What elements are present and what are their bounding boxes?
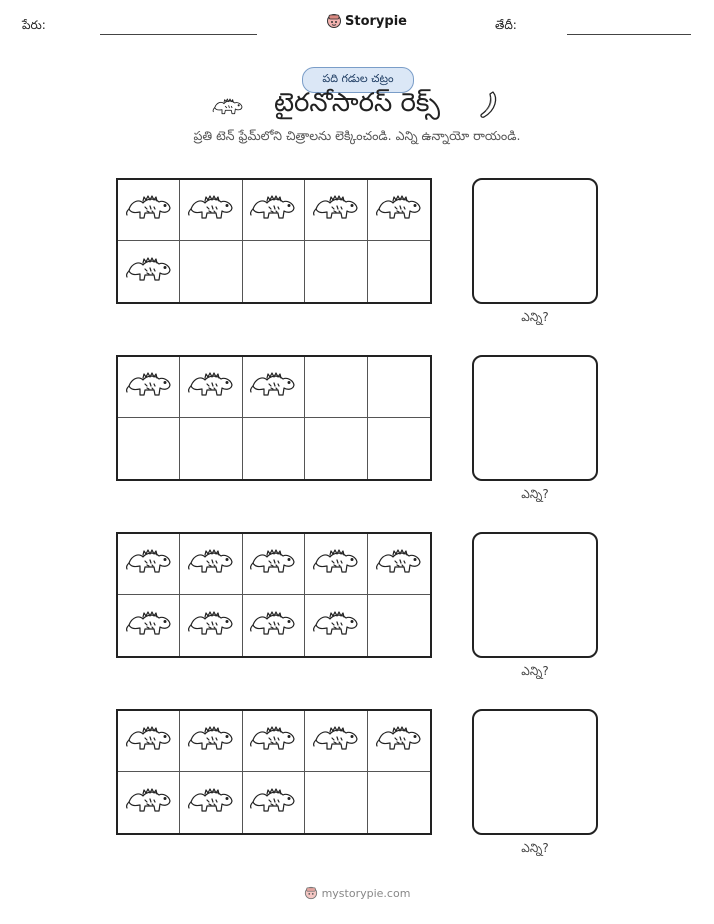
- ten-frame-cell: [180, 595, 242, 656]
- brand-name: Storypie: [345, 13, 407, 29]
- ten-frame-3: [116, 532, 432, 658]
- ten-frame-cell: [368, 180, 430, 241]
- how-many-label-3: ఎన్ని?: [521, 664, 549, 678]
- dinosaur-icon: [249, 547, 297, 581]
- ten-frame-cell: [118, 241, 180, 302]
- tooth-icon: [478, 90, 500, 120]
- dinosaur-icon: [249, 724, 297, 758]
- ten-frame-cell: [243, 711, 305, 772]
- ten-frame-cell: [243, 595, 305, 656]
- worksheet-type-pill: పది గడుల చట్రం: [302, 67, 414, 93]
- ten-frame-cell: [243, 772, 305, 833]
- how-many-label-1: ఎన్ని?: [521, 310, 549, 324]
- ten-frame-cell: [305, 418, 367, 479]
- how-many-label-2: ఎన్ని?: [521, 487, 549, 501]
- dinosaur-icon: [125, 370, 173, 404]
- dinosaur-icon: [187, 193, 235, 227]
- dinosaur-icon: [375, 193, 423, 227]
- ten-frame-cell: [118, 418, 180, 479]
- dinosaur-icon: [375, 547, 423, 581]
- name-line[interactable]: [100, 34, 257, 35]
- dinosaur-icon: [249, 609, 297, 643]
- dinosaur-icon: [125, 255, 173, 289]
- name-label: పేరు:: [22, 18, 46, 32]
- ten-frame-cell: [118, 180, 180, 241]
- ten-frame-cell: [180, 180, 242, 241]
- answer-box-3[interactable]: [472, 532, 598, 658]
- dinosaur-icon: [249, 193, 297, 227]
- dinosaur-icon: [312, 193, 360, 227]
- ten-frame-cell: [180, 772, 242, 833]
- dinosaur-icon: [125, 193, 173, 227]
- ten-frame-cell: [368, 357, 430, 418]
- dinosaur-icon: [125, 547, 173, 581]
- dinosaur-icon: [187, 786, 235, 820]
- footer-url[interactable]: mystorypie.com: [321, 886, 411, 900]
- ten-frame-cell: [243, 418, 305, 479]
- dinosaur-icon: [125, 609, 173, 643]
- ten-frame-cell: [368, 772, 430, 833]
- ten-frame-cell: [243, 241, 305, 302]
- ten-frame-cell: [305, 180, 367, 241]
- page-title: టైరనోసారస్ రెక్స్: [273, 88, 441, 118]
- brand-logo: [326, 13, 407, 29]
- instructions: ప్రతి టెన్ ఫ్రేమ్‌లోని చిత్రాలను లెక్కించండి. ఎన్ని ఉన్నాయో రాయండి.: [193, 128, 521, 143]
- ten-frame-cell: [243, 180, 305, 241]
- ten-frame-cell: [180, 534, 242, 595]
- ten-frame-4: [116, 709, 432, 835]
- ten-frame-cell: [118, 711, 180, 772]
- storypie-mascot-icon: [326, 13, 342, 29]
- ten-frame-1: [116, 178, 432, 304]
- dinosaur-icon: [249, 786, 297, 820]
- dinosaur-icon: [187, 724, 235, 758]
- dinosaur-icon: [187, 609, 235, 643]
- ten-frame-cell: [118, 534, 180, 595]
- dinosaur-icon: [312, 724, 360, 758]
- dinosaur-icon: [211, 97, 245, 117]
- ten-frame-cell: [180, 241, 242, 302]
- date-line[interactable]: [567, 34, 691, 35]
- ten-frame-cell: [305, 357, 367, 418]
- ten-frame-2: [116, 355, 432, 481]
- ten-frame-cell: [368, 534, 430, 595]
- ten-frame-cell: [368, 241, 430, 302]
- answer-box-1[interactable]: [472, 178, 598, 304]
- dinosaur-icon: [187, 370, 235, 404]
- ten-frame-cell: [305, 241, 367, 302]
- ten-frame-cell: [368, 711, 430, 772]
- ten-frame-cell: [368, 418, 430, 479]
- dinosaur-icon: [125, 724, 173, 758]
- date-label: తేదీ:: [495, 18, 517, 32]
- ten-frame-cell: [305, 772, 367, 833]
- dinosaur-icon: [125, 786, 173, 820]
- dinosaur-icon: [375, 724, 423, 758]
- dinosaur-icon: [312, 609, 360, 643]
- ten-frame-cell: [180, 357, 242, 418]
- ten-frame-cell: [305, 595, 367, 656]
- storypie-mascot-icon: [304, 886, 318, 900]
- ten-frame-cell: [305, 534, 367, 595]
- answer-box-4[interactable]: [472, 709, 598, 835]
- ten-frame-cell: [243, 357, 305, 418]
- ten-frame-cell: [118, 772, 180, 833]
- ten-frame-cell: [180, 418, 242, 479]
- answer-box-2[interactable]: [472, 355, 598, 481]
- dinosaur-icon: [249, 370, 297, 404]
- ten-frame-cell: [305, 711, 367, 772]
- how-many-label-4: ఎన్ని?: [521, 841, 549, 855]
- ten-frame-cell: [118, 357, 180, 418]
- ten-frame-cell: [243, 534, 305, 595]
- dinosaur-icon: [187, 547, 235, 581]
- footer: [0, 886, 714, 900]
- ten-frame-cell: [118, 595, 180, 656]
- ten-frame-cell: [368, 595, 430, 656]
- ten-frame-cell: [180, 711, 242, 772]
- dinosaur-icon: [312, 547, 360, 581]
